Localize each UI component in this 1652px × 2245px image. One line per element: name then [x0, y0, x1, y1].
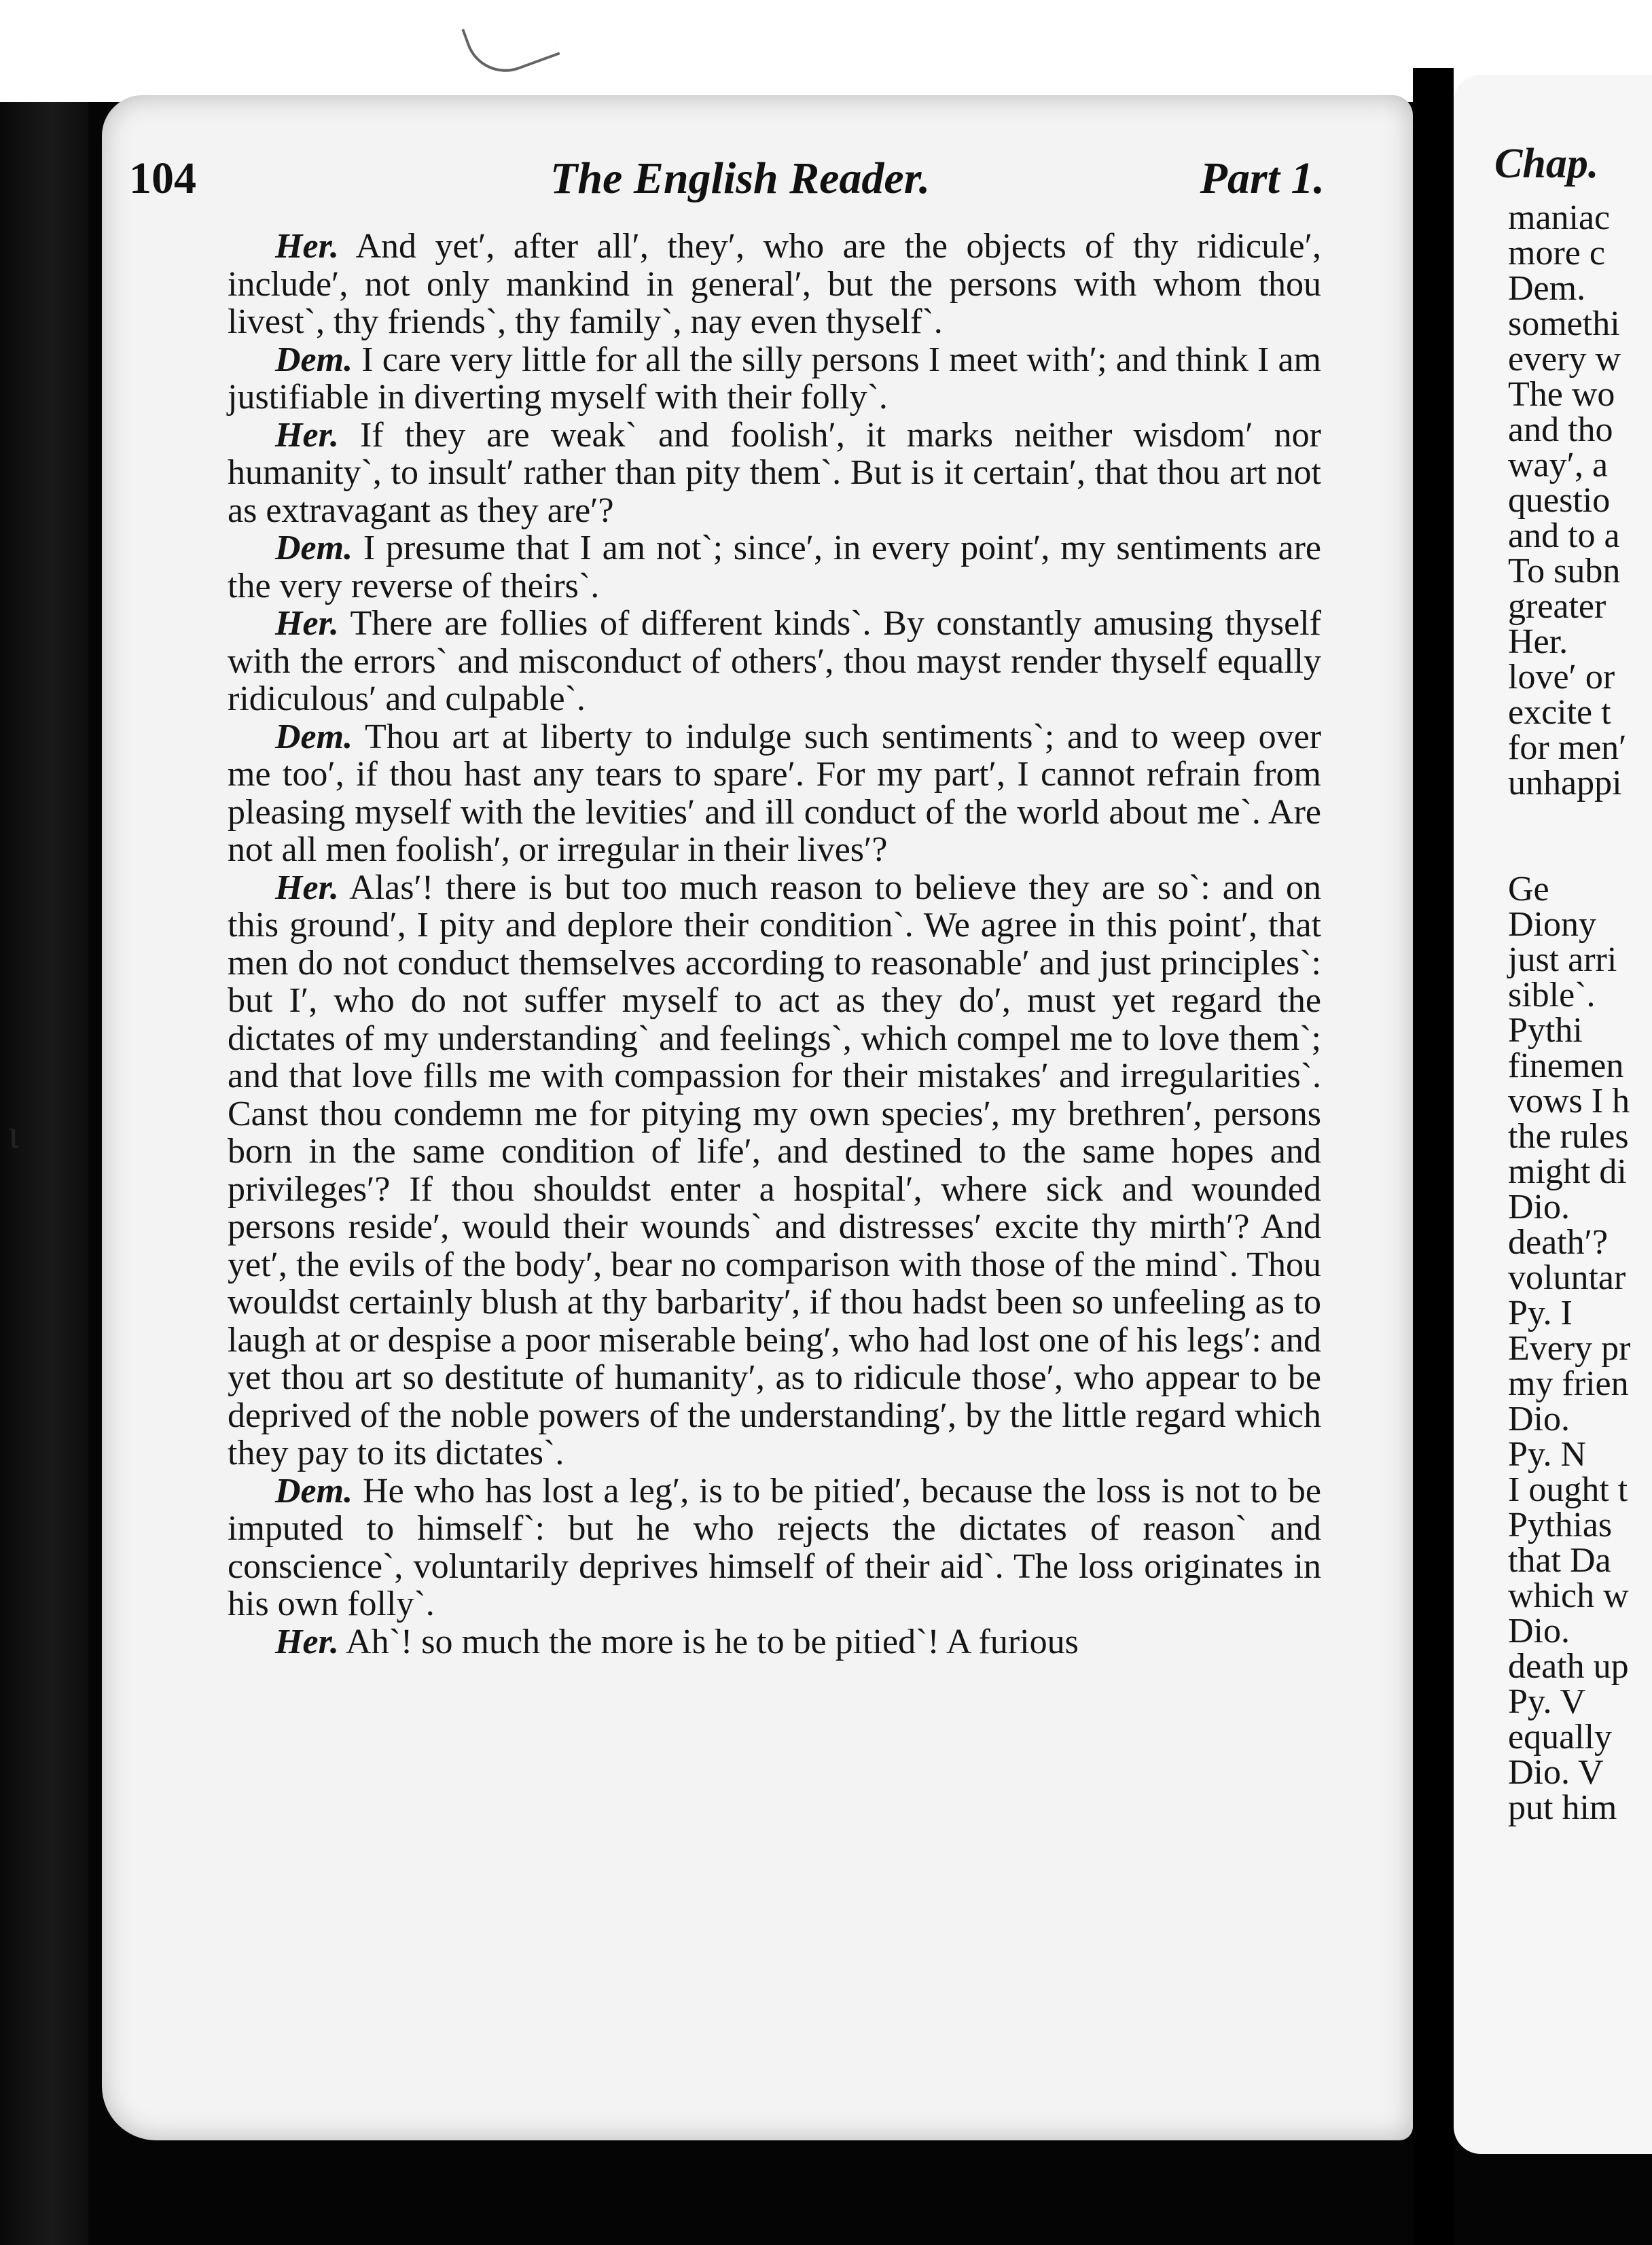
speech: Thou art at liberty to indulge such sentiments`; and to weep over me too′, if thou hast any tears to spare′. For my part′, I cannot refrain from pleasing myself with the levities′ and ill conduct of the world about me`. Are not all men foolish′, or irregular in their lives′?: [228, 717, 1322, 869]
speaker-name: Dem.: [275, 717, 353, 756]
speech: I presume that I am not`; since′, in every point′, my sentiments are the very reverse of theirs`.: [228, 529, 1322, 605]
paragraph: [228, 529, 1321, 605]
right-page-line: Py. N: [1508, 1435, 1587, 1474]
speaker-name: Dem.: [275, 340, 353, 379]
right-page-line: more c: [1508, 234, 1605, 272]
speaker-name: Her.: [275, 227, 339, 266]
right-page-line: Pythi: [1508, 1011, 1583, 1050]
right-page-line: Dio.: [1508, 1188, 1570, 1226]
speaker-name: Dem.: [275, 529, 353, 567]
running-head: [129, 153, 1325, 214]
margin-mark: ι: [8, 1112, 20, 1156]
right-page-line: and to a: [1508, 516, 1620, 555]
book-title: The English Reader.: [550, 154, 931, 203]
speech: I care very little for all the silly persons I meet with′; and think I am justifiable in diverting myself with their folly`.: [228, 340, 1322, 417]
right-page-line: that Da: [1508, 1541, 1611, 1580]
right-page-line: Ge: [1508, 870, 1549, 908]
right-page-line: somethi: [1508, 304, 1620, 343]
paragraph: [228, 1623, 1321, 1661]
right-page-text: [1494, 141, 1652, 1827]
speaker-name: Her.: [275, 415, 339, 455]
right-page-line: and tho: [1508, 410, 1613, 449]
right-page-line: for men′: [1508, 728, 1627, 767]
right-page-line: sible`.: [1508, 976, 1596, 1014]
right-page-line: Py. I: [1508, 1294, 1573, 1332]
speech: If they are weak` and foolish′, it marks neither wisdom′ nor humanity`, to insult′ rather than pity them`. But is it certain′, that thou art not as extravagant as they are′?: [228, 415, 1321, 530]
part-label: Part 1.: [1200, 154, 1325, 203]
right-page-line: death up: [1508, 1647, 1629, 1686]
paragraph: [228, 228, 1321, 341]
right-page-line: way′, a: [1508, 446, 1609, 484]
right-page-line: maniac: [1508, 198, 1611, 237]
speaker-name: Her.: [275, 868, 339, 907]
right-page-line: Pythias: [1508, 1506, 1613, 1544]
book-gutter: [1413, 68, 1454, 2245]
speaker-name: Her.: [275, 604, 339, 643]
paragraph: [228, 417, 1321, 530]
right-page-line: put him: [1508, 1788, 1617, 1827]
right-page-line: questio: [1508, 481, 1611, 520]
speech: Alas′! there is but too much reason to believe they are so`: and on this ground′, I pity and deplore their condition`. We agree in this point′, that men do not conduct themselves according to reasonable′ and just principles`: but I′, who do not suffer myself to act as they do′, must yet regard the dictates of my understanding` and feelings`, which compel me to love them`; and that love fills me with compassion for their mistakes′ and irregularities`. Canst thou condemn me for pitying my own species′, my brethren′, persons born in the same condition of life′, and destined to the same hopes and privileges′? If thou shouldst enter a hospital′, where sick and wounded persons reside′, would their wounds` and distresses′ excite thy mirth′? And yet′, the evils of the body′, bear no comparison with those of the mind`. Thou wouldst certainly blush at thy barbarity′, if thou hadst been so unfeeling as to laugh at or despise a poor miserable being′, who had lost one of his legs′: and yet thou art so destitute of humanity′, as to ridicule those′, who appear to be deprived of the noble powers of the understanding′, by the little regard which they pay to its dictates`.: [228, 868, 1321, 1472]
right-page-line: just arri: [1508, 940, 1617, 979]
right-page-line: love′ or: [1508, 658, 1615, 696]
right-page-line: finemen: [1508, 1046, 1624, 1085]
speech: There are follies of different kinds`. By constantly amusing thyself with the errors` and misconduct of others′, thou mayst render thyself equally ridiculous′ and culpable`.: [228, 604, 1321, 718]
speech: Ah`! so much the more is he to be pitied`! A furious: [346, 1622, 1079, 1661]
right-page-line: the rules: [1508, 1117, 1629, 1156]
binding-edge: [0, 102, 88, 2245]
speaker-name: Her.: [275, 1622, 339, 1661]
page-number: 104: [129, 154, 196, 203]
right-page-line: my frien: [1508, 1364, 1629, 1403]
right-page-line: voluntar: [1508, 1258, 1626, 1297]
right-page-line: every w: [1508, 340, 1621, 378]
scan-top-margin: [0, 0, 1652, 102]
right-page-line: unhappi: [1508, 764, 1622, 802]
right-page-line: might di: [1508, 1152, 1627, 1191]
paragraph: [228, 869, 1321, 1472]
pencil-mark: [461, 1, 560, 83]
dialogue-text: [228, 228, 1321, 2008]
right-page-line: Dio.: [1508, 1400, 1570, 1438]
right-page-line: greater: [1508, 587, 1606, 626]
right-page-line: Py. V: [1508, 1682, 1586, 1721]
paragraph: [228, 1472, 1321, 1623]
right-page-line: I ought t: [1508, 1470, 1628, 1509]
right-page-line: vows I h: [1508, 1082, 1630, 1120]
right-page-line: equally: [1508, 1718, 1613, 1756]
right-page-line: Dio. V: [1508, 1753, 1604, 1792]
speech: He who has lost a leg′, is to be pitied′, because the loss is not to be imputed to himself`: but he who rejects the dictates of reason` and conscience`, voluntarily deprives himself of their aid`. The loss originates in his own folly`.: [228, 1471, 1321, 1623]
right-page-line: The wo: [1508, 375, 1615, 414]
right-page-line: [1508, 801, 1652, 872]
right-page-line: Diony: [1508, 905, 1596, 944]
paragraph: [228, 718, 1321, 869]
right-page-line: Her.: [1508, 622, 1568, 661]
right-running-head: Chap.: [1494, 141, 1599, 187]
right-page-line: which w: [1508, 1576, 1629, 1615]
right-page-line: To subn: [1508, 552, 1621, 590]
speech: And yet′, after all′, they′, who are the objects of thy ridicule′, include′, not only mankind in general′, but the persons with whom thou livest`, thy friends`, thy family`, nay even thyself`.: [228, 227, 1321, 341]
paragraph: [228, 341, 1321, 417]
speaker-name: Dem.: [275, 1471, 353, 1510]
right-page-line: Dio.: [1508, 1612, 1570, 1650]
right-page-line: death′?: [1508, 1223, 1609, 1262]
paragraph: [228, 605, 1321, 718]
right-page-line: excite t: [1508, 693, 1611, 732]
right-page-line: Every pr: [1508, 1329, 1631, 1368]
right-page-line: Dem.: [1508, 269, 1586, 308]
